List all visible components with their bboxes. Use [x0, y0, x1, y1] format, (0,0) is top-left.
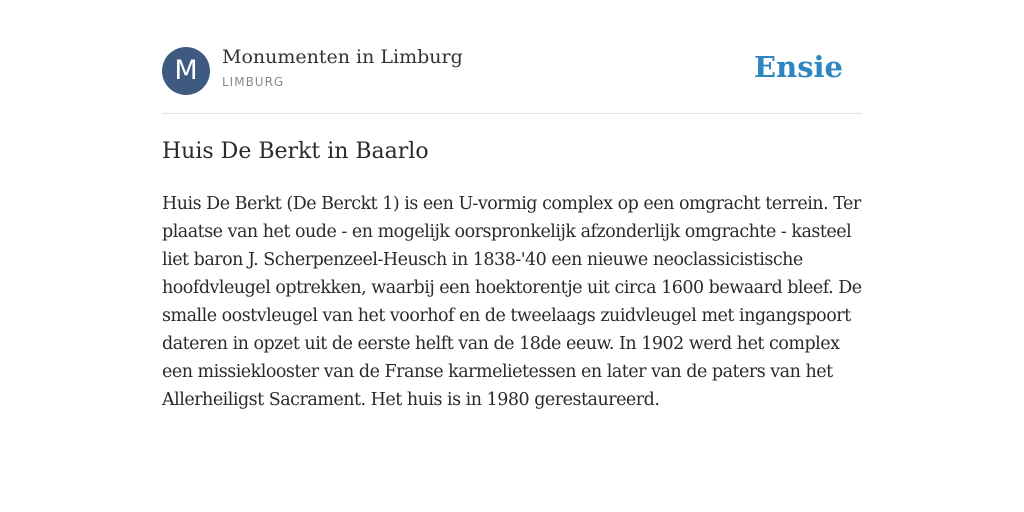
ensie-logo[interactable]: Ensie: [754, 50, 843, 84]
avatar[interactable]: M: [162, 47, 210, 95]
site-title[interactable]: Monumenten in Limburg: [222, 46, 463, 68]
site-subtitle[interactable]: LIMBURG: [222, 75, 285, 89]
article-body: Huis De Berkt (De Berckt 1) is een U-vormig complex op een omgracht terrein. Ter plaatse van het oude - en mogelijk oorspronkelijk afzonderlijk omgrachte - kasteel liet baron J. Scherpenzeel-Heusch in 1838-'40 een nieuwe neoclassicistische hoofdvleugel optrekken, waarbij een hoektorentje uit circa 1600 bewaard bleef. De smalle oostvleugel van het voorhof en de tweelaags zuidvleugel met ingangspoort dateren in opzet uit de eerste helft van de 18de eeuw. In 1902 werd het complex een missieklooster van de Franse karmelietessen en later van de paters van het Allerheiligst Sacrament. Het huis is in 1980 gerestaureerd.: [162, 194, 862, 410]
site-header: [162, 46, 862, 96]
header-divider: [162, 113, 862, 114]
article-title: Huis De Berkt in Baarlo: [162, 139, 429, 164]
